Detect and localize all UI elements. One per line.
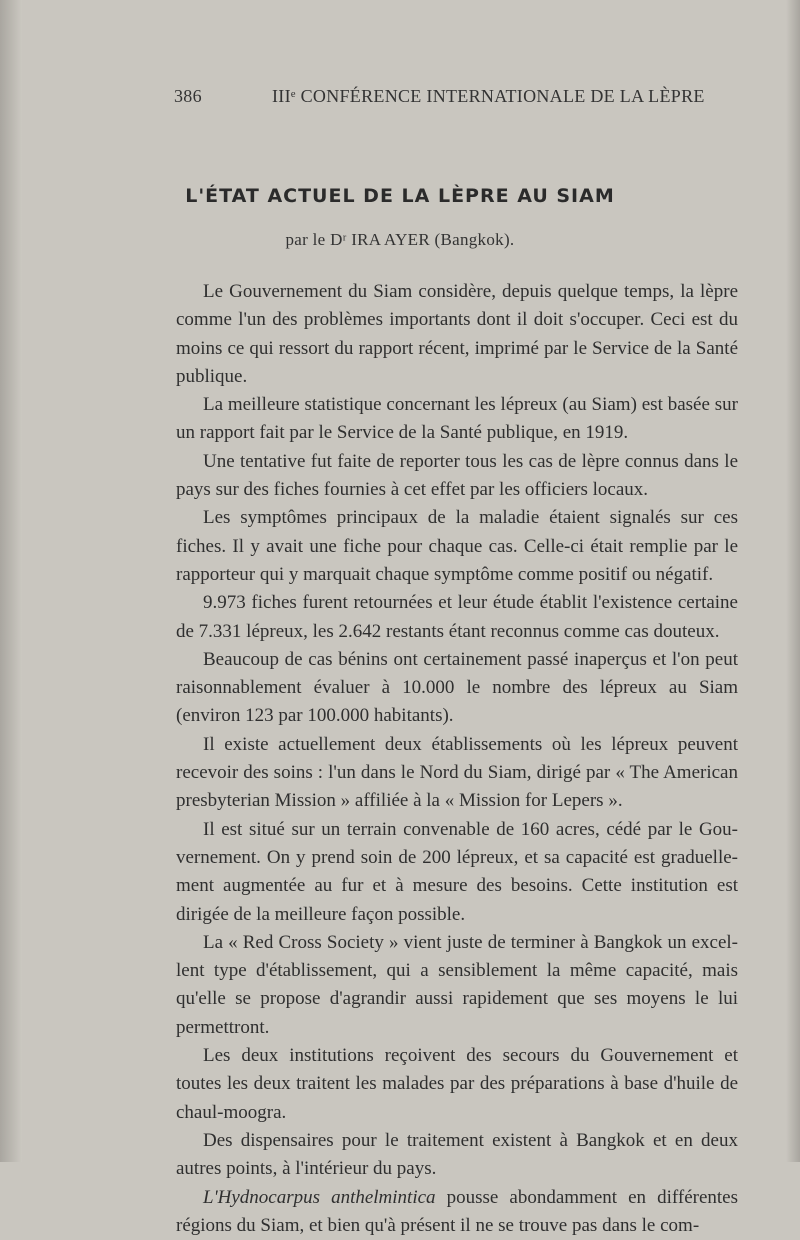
italic-species-name: L'Hydnocarpus anthelmintica xyxy=(203,1187,436,1208)
paragraph: La meilleure statistique concernant les lépreux (au Siam) est basée sur un rapport fait par le Service de la Santé publique, en 1919. xyxy=(176,391,738,448)
article-body xyxy=(176,278,738,1240)
paragraph: Il existe actuellement deux établissements où les lépreux peuvent recevoir des soins : l'un dans le Nord du Siam, dirigé par « The American presbyterian Mission » affiliée à la « Mission for Lepers ». xyxy=(176,731,738,816)
paragraph: Beaucoup de cas bénins ont certainement passé inaperçus et l'on peut raisonnablement évaluer à 10.000 le nombre des lépreux au Siam (environ 123 par 100.000 habitants). xyxy=(176,646,738,731)
article-byline: par le Dʳ IRA AYER (Bangkok). xyxy=(0,230,800,250)
paragraph-continuation: pousse abondamment en différentes régions du Siam, et bien qu'à présent il ne se trouve pas dans le com- xyxy=(176,1187,738,1236)
paragraph-last xyxy=(176,1184,738,1240)
paragraph: Le Gouvernement du Siam considère, depuis quelque temps, la lèpre comme l'un des problèmes importants dont il doit s'occuper. Ceci est du moins ce qui ressort du rapport récent, imprimé par le Service de la Santé publique. xyxy=(176,278,738,391)
running-title: IIIᵉ CONFÉRENCE INTERNATIONALE DE LA LÈPRE xyxy=(272,86,705,107)
paragraph: Des dispensaires pour le traitement existent à Bangkok et en deux autres points, à l'intérieur du pays. xyxy=(176,1127,738,1184)
running-header xyxy=(174,86,642,112)
article-title: L'ÉTAT ACTUEL DE LA LÈPRE AU SIAM xyxy=(0,185,800,207)
page-number: 386 xyxy=(174,86,202,107)
paragraph: Une tentative fut faite de reporter tous les cas de lèpre connus dans le pays sur des fiches fournies à cet effet par les officiers locaux. xyxy=(176,448,738,505)
paragraph: Les symptômes principaux de la maladie étaient signalés sur ces fiches. Il y avait une fiche pour chaque cas. Celle-ci était remplie par le rapporteur qui y marquait chaque symptôme comme positif ou négatif. xyxy=(176,504,738,589)
paragraph: Les deux institutions reçoivent des secours du Gouvernement et toutes les deux traitent les malades par des préparations à base d'huile de chaul-moogra. xyxy=(176,1042,738,1127)
paragraph: Il est situé sur un terrain convenable de 160 acres, cédé par le Gou-vernement. On y prend soin de 200 lépreux, et sa capacité est graduelle-ment augmentée au fur et à mesure des besoins. Cette institution est dirigée de la meilleure façon possible. xyxy=(176,816,738,929)
paragraph: La « Red Cross Society » vient juste de terminer à Bangkok un excel-lent type d'établissement, qui a sensiblement la même capacité, mais qu'elle se propose d'agrandir aussi rapidement que ses moyens le lui permettront. xyxy=(176,929,738,1042)
paragraph: 9.973 fiches furent retournées et leur étude établit l'existence certaine de 7.331 lépreux, les 2.642 restants étant reconnus comme cas douteux. xyxy=(176,589,738,646)
